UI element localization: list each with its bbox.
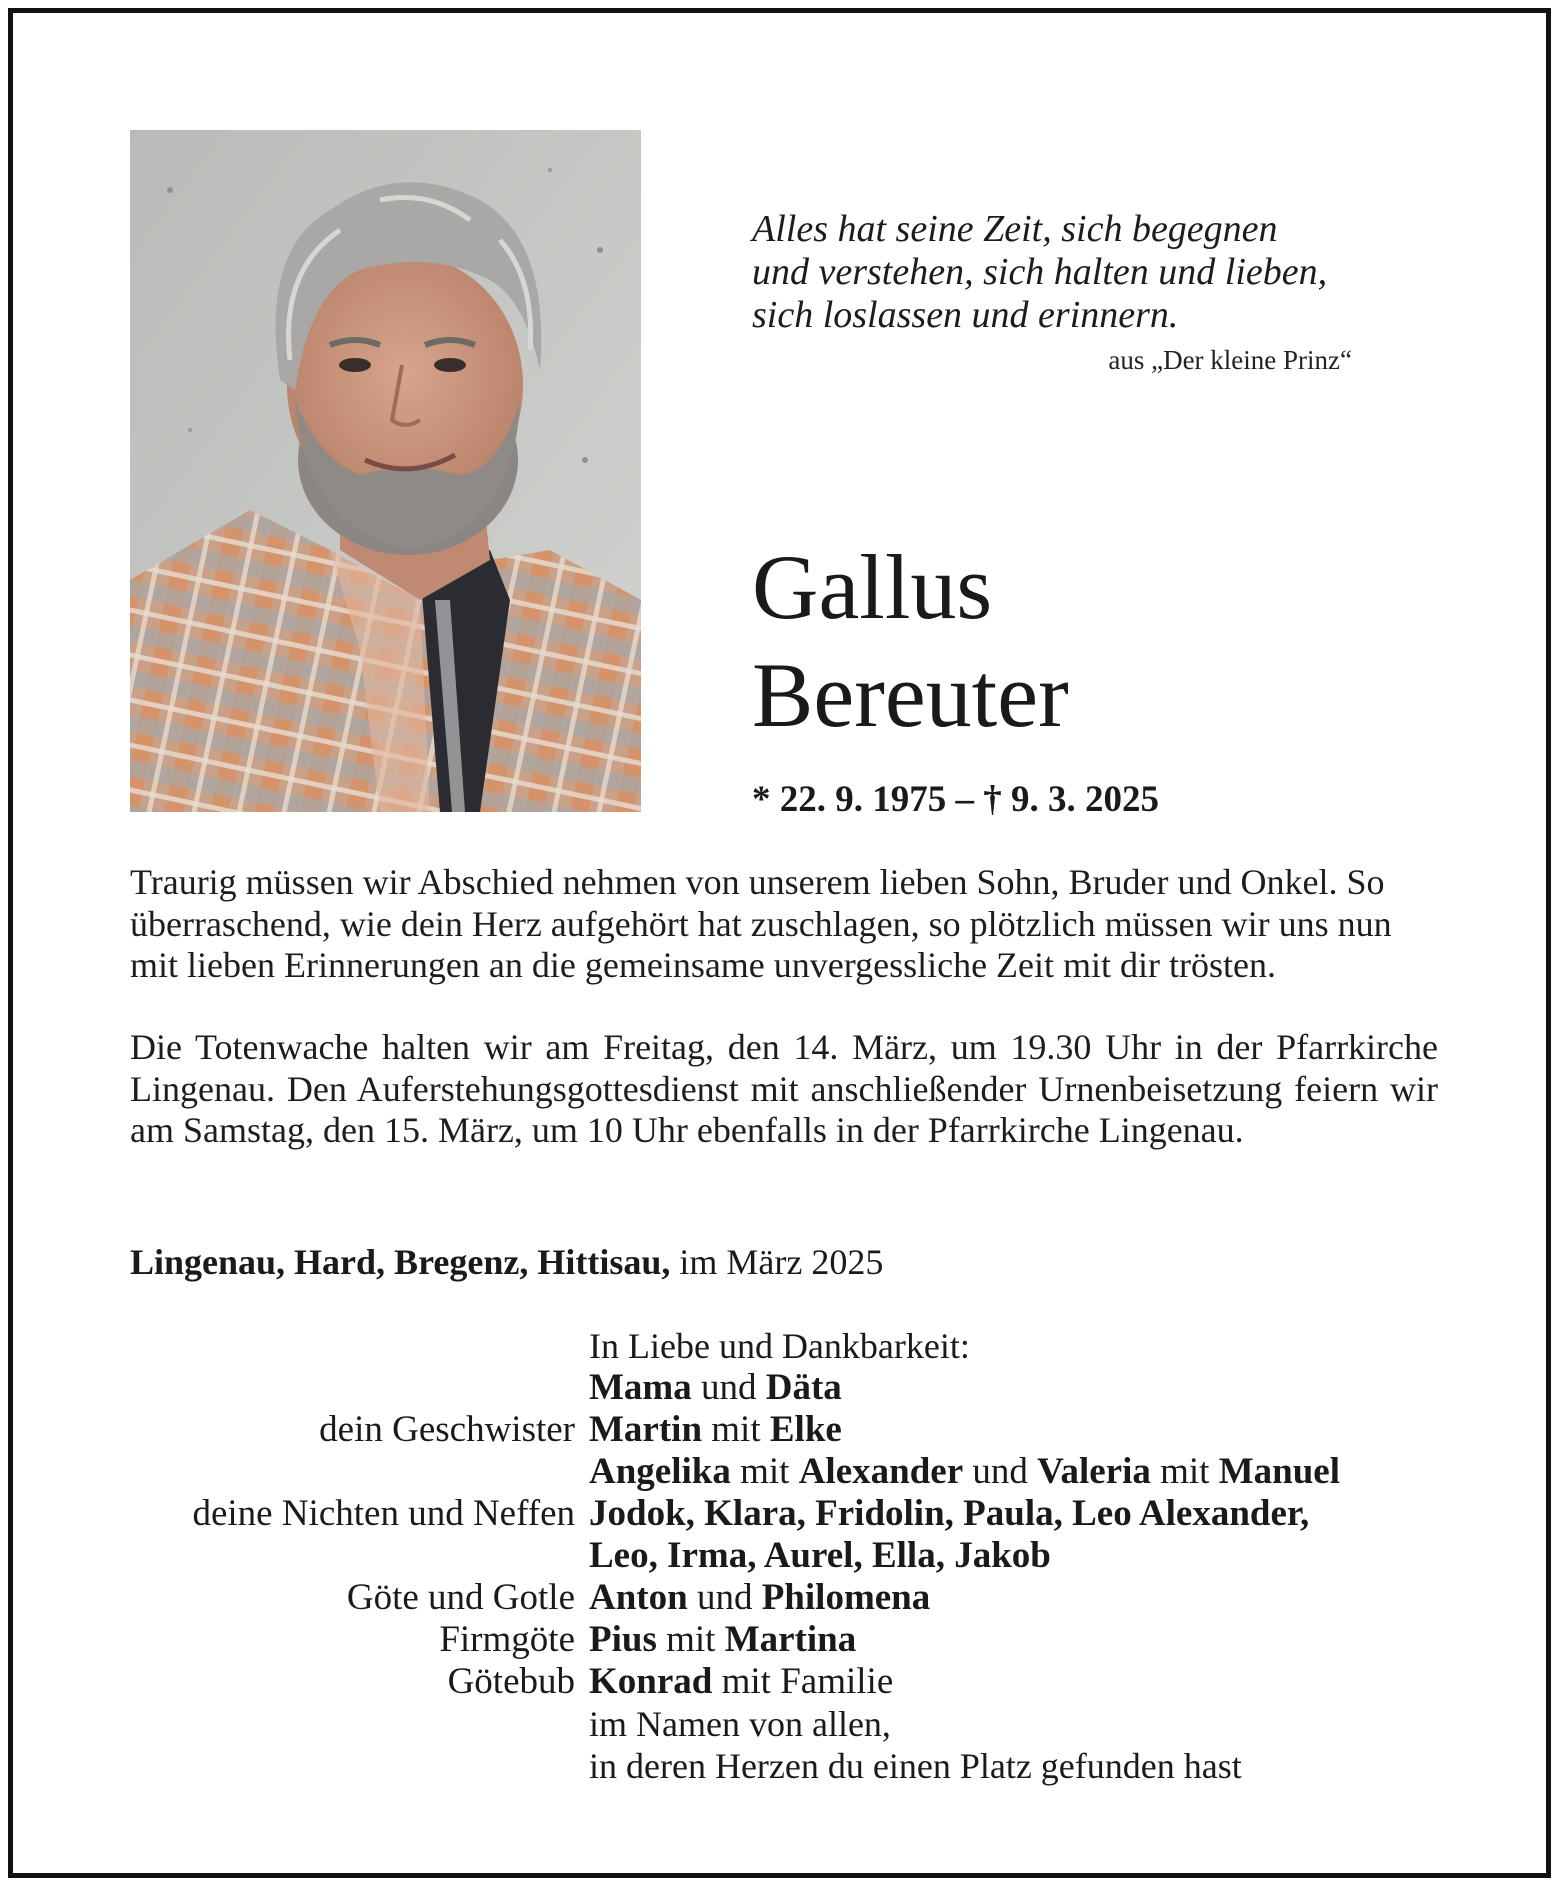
memorial-quote — [752, 208, 1372, 337]
places-line — [130, 1241, 883, 1283]
funeral-details: Die Totenwache halten wir am Freitag, den 14. März, um 19.30 Uhr in der Pfarrkirche Lingenau. Den Auferstehungsgottesdienst mit anschließender Urnenbeisetzung feiern wir am Samstag, den 15. März, um 10 Uhr ebenfalls in der Pfarrkirche Lingenau. — [130, 1027, 1438, 1150]
nieces-names: Jodok, Klara, Fridolin, Paula, Leo Alexander, — [589, 1493, 1310, 1534]
body-paragraph: Traurig müssen wir Abschied nehmen von unserem lieben Sohn, Bruder und Onkel. So überraschend, wie dein Herz aufgehört hat zuschlagen, so plötzlich müssen wir uns nun mit lieben Erinnerungen an die gemeinsame unvergessliche Zeit mit dir trösten. — [130, 862, 1392, 985]
place-names: Lingenau, Hard, Bregenz, Hittisau, — [130, 1242, 671, 1282]
closing-line: in deren Herzen du einen Platz gefunden hast — [589, 1746, 1242, 1786]
closing-line: im Namen von allen, — [589, 1704, 891, 1744]
signature-row — [130, 1451, 1438, 1493]
signature-row — [130, 1619, 1438, 1661]
signature-row — [130, 1703, 1438, 1745]
quote-line: und verstehen, sich halten und lieben, — [752, 251, 1328, 293]
place-date: im März 2025 — [679, 1242, 884, 1282]
godparents: Anton und Philomena — [589, 1577, 931, 1618]
last-name: Bereuter — [752, 644, 1069, 746]
signature-row — [130, 1577, 1438, 1619]
siblings-label: dein Geschwister — [319, 1409, 575, 1450]
signature-block — [130, 1325, 1438, 1787]
quote-line: sich loslassen und erinnern. — [752, 294, 1179, 336]
signature-row — [130, 1409, 1438, 1451]
signature-row — [130, 1661, 1438, 1703]
godson-label: Götebub — [447, 1661, 575, 1702]
signature-row — [130, 1535, 1438, 1577]
sibling-1: Martin mit Elke — [589, 1409, 842, 1450]
deceased-name — [752, 533, 1069, 749]
signature-row — [130, 1367, 1438, 1409]
signature-row — [130, 1325, 1438, 1367]
life-dates: * 22. 9. 1975 – † 9. 3. 2025 — [752, 779, 1159, 820]
sibling-2: Angelika mit Alexander und Valeria mit Manuel — [589, 1451, 1340, 1492]
parents: Mama und Däta — [589, 1367, 842, 1408]
confirmation-label: Firmgöte — [439, 1619, 575, 1660]
first-name: Gallus — [752, 536, 993, 638]
nieces-names: Leo, Irma, Aurel, Ella, Jakob — [589, 1535, 1051, 1576]
godson: Konrad mit Familie — [589, 1661, 894, 1702]
godparents-label: Göte und Gotle — [346, 1577, 575, 1618]
signature-row — [130, 1493, 1438, 1535]
confirmation-sponsor: Pius mit Martina — [589, 1619, 857, 1660]
portrait-photo — [130, 130, 641, 812]
quote-source: aus „Der kleine Prinz“ — [1108, 345, 1352, 375]
quote-line: Alles hat seine Zeit, sich begegnen — [752, 208, 1278, 250]
nieces-label: deine Nichten und Neffen — [192, 1493, 575, 1534]
signature-row — [130, 1745, 1438, 1787]
signature-intro: In Liebe und Dankbarkeit: — [589, 1326, 970, 1366]
